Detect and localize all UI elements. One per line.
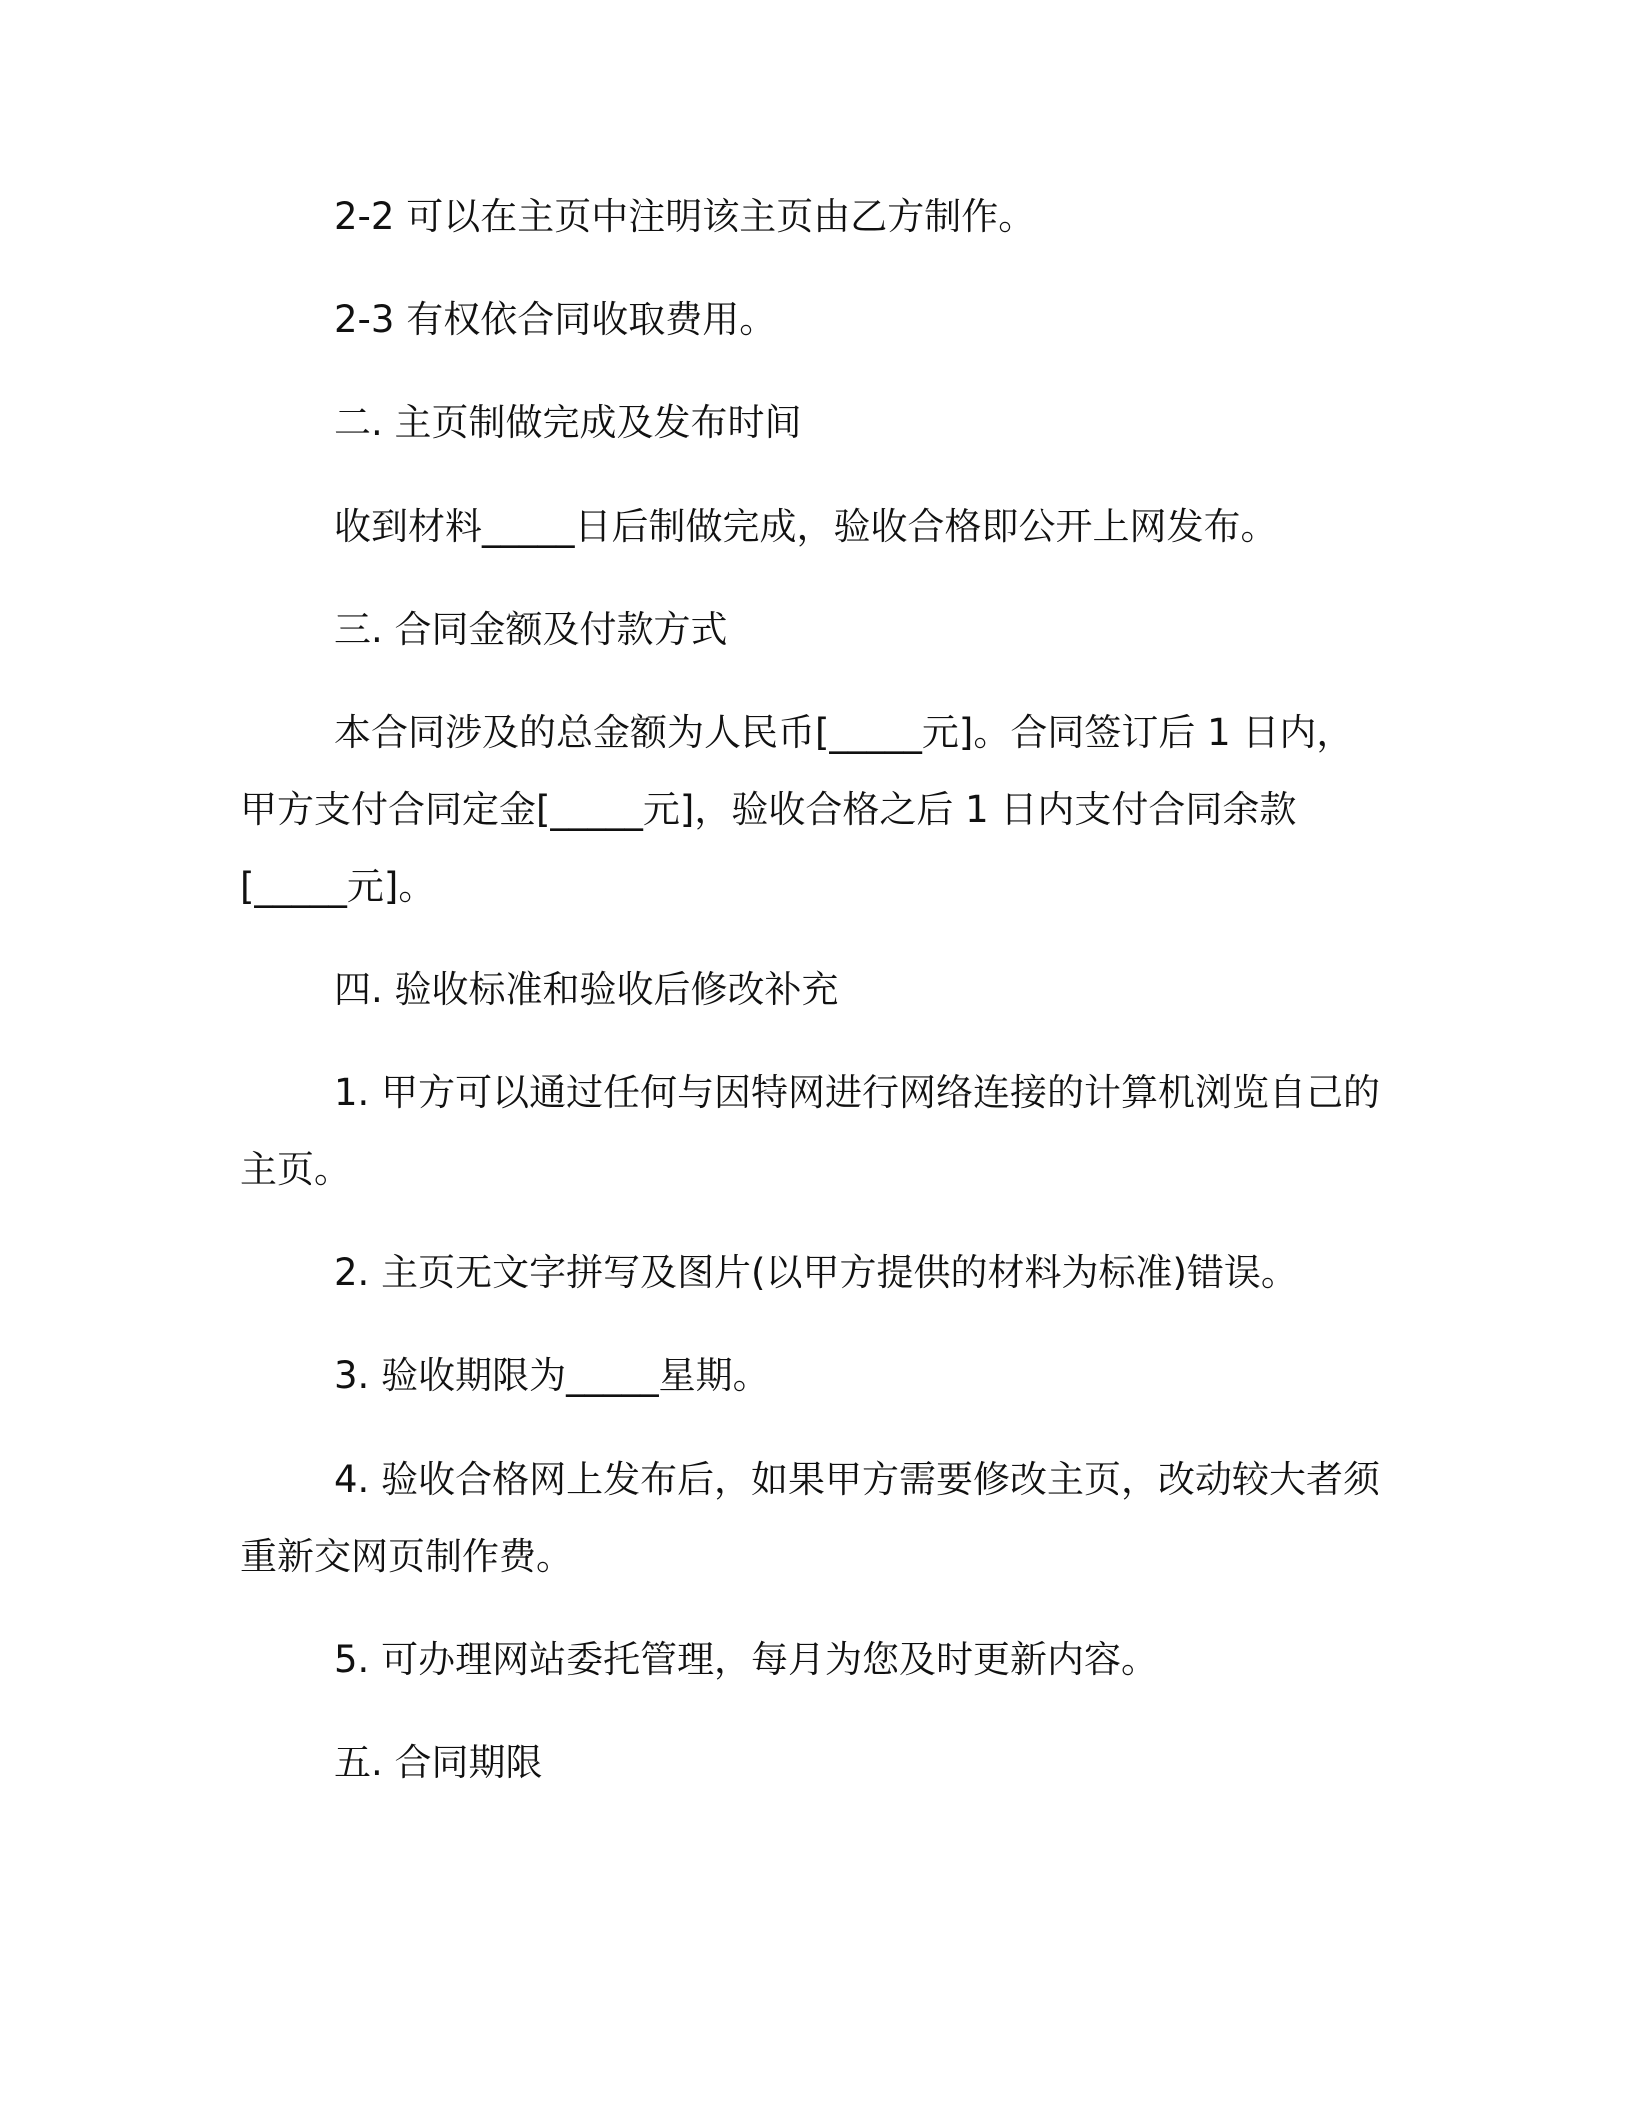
clause-2-3: 2-3 有权依合同收取费用。: [334, 298, 777, 341]
section-4-item-3: 3. 验收期限为_____星期。: [334, 1354, 770, 1397]
section-4-item-4-line-2: 重新交网页制作费。: [240, 1535, 573, 1578]
section-heading-4: 四. 验收标准和验收后修改补充: [334, 968, 839, 1011]
section-3-body-line-2: 甲方支付合同定金[_____元]，验收合格之后 1 日内支付合同余款: [240, 788, 1297, 831]
section-heading-3: 三. 合同金额及付款方式: [334, 608, 728, 651]
section-4-item-1-line-2: 主页。: [240, 1148, 351, 1191]
section-3-body-line-3: [_____元]。: [240, 865, 436, 908]
section-4-item-5: 5. 可办理网站委托管理，每月为您及时更新内容。: [334, 1638, 1159, 1681]
section-heading-5: 五. 合同期限: [334, 1741, 543, 1784]
section-2-body: 收到材料_____日后制做完成，验收合格即公开上网发布。: [334, 505, 1278, 548]
section-3-body-line-1: 本合同涉及的总金额为人民币[_____元]。合同签订后 1 日内，: [334, 711, 1354, 754]
clause-2-2: 2-2 可以在主页中注明该主页由乙方制作。: [334, 195, 1036, 238]
section-heading-2: 二. 主页制做完成及发布时间: [334, 401, 802, 444]
section-4-item-1-line-1: 1. 甲方可以通过任何与因特网进行网络连接的计算机浏览自己的: [334, 1071, 1381, 1114]
section-4-item-4-line-1: 4. 验收合格网上发布后，如果甲方需要修改主页，改动较大者须: [334, 1458, 1381, 1501]
section-4-item-2: 2. 主页无文字拼写及图片(以甲方提供的材料为标准)错误。: [334, 1251, 1298, 1294]
